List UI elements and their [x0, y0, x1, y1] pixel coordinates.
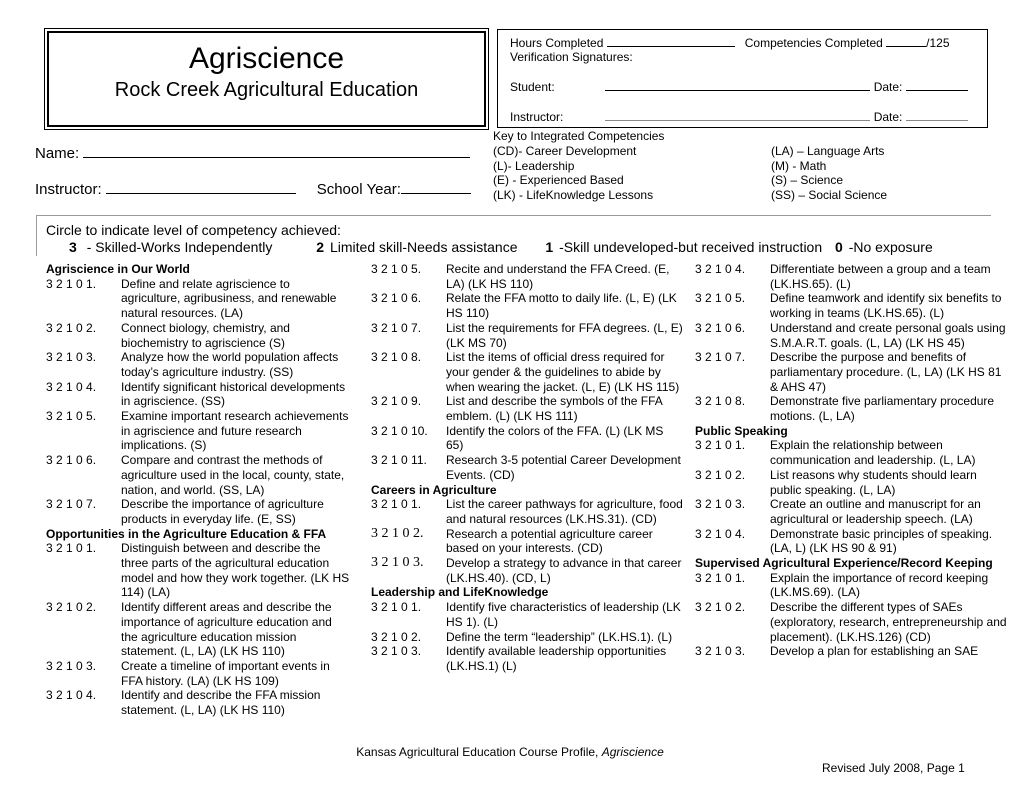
list-item: 3 2 1 0 3. Analyze how the world population affects today’s agriculture industry. (SS) [46, 350, 339, 379]
hours-label: Hours Completed [510, 36, 604, 50]
rating-scale[interactable]: 3 2 1 0 1. [46, 276, 97, 291]
section-title: Careers in Agriculture [371, 482, 497, 497]
rating-scale[interactable]: 3 2 1 0 6. [695, 320, 746, 335]
list-item: 3 2 1 0 1. Define and relate agriscience to agriculture, agribusiness, and renewable natural resources. (LA) [46, 276, 337, 321]
student-date-label: Date: [873, 80, 903, 94]
rating-scale[interactable]: 3 2 1 0 2. [695, 600, 746, 615]
rating-scale[interactable]: 3 2 1 0 2. [695, 467, 746, 482]
list-item: 3 2 1 0 2. Describe the different types of SAEs (exploratory, research, entrepreneurship and placement). (LK.HS.126) (CD) [695, 600, 1007, 644]
school-year-field[interactable] [401, 179, 471, 194]
rating-scale[interactable]: 3 2 1 0 2. [371, 525, 424, 541]
list-item: 3 2 1 0 7. Describe the purpose and benefits of parliamentary procedure. (L, LA) (LK HS 81 & AHS 47) [695, 350, 1002, 394]
rating-scale[interactable]: 3 2 1 0 8. [371, 350, 422, 365]
list-item: 3 2 1 0 8. Demonstrate five parliamentary procedure motions. (L, LA) [695, 394, 995, 424]
key-item: (M) - Math [771, 158, 827, 173]
rating-scale[interactable]: 3 2 1 0 11. [371, 453, 427, 468]
rating-scale[interactable]: 3 2 1 0 3. [371, 555, 424, 571]
key-item: (CD)- Career Development [493, 144, 637, 158]
rating-scale[interactable]: 3 2 1 0 4. [46, 688, 97, 703]
rating-scale[interactable]: 3 2 1 0 10. [371, 423, 428, 438]
list-item: 3 2 1 0 1. Distinguish between and describe the three parts of the agricultural education model and how they work together. (LK HS 114) (LA) [46, 541, 350, 600]
list-item: 3 2 1 0 3. Develop a strategy to advance in that career (LK.HS.40). (CD, L) [371, 555, 682, 585]
level-3-num: 3 [69, 239, 77, 255]
column-3 [695, 262, 1007, 659]
footer-course-name: Agriscience [601, 745, 664, 759]
list-item: 3 2 1 0 5. Examine important research achievements in agriscience and future research implications. (S) [46, 409, 349, 453]
key-item: (S) – Science [771, 173, 844, 188]
school-year-label: School Year: [316, 181, 401, 198]
hours-field[interactable] [607, 35, 735, 47]
rating-scale[interactable]: 3 2 1 0 7. [695, 350, 746, 365]
rating-scale[interactable]: 3 2 1 0 3. [695, 644, 746, 659]
level-2-text: Limited skill-Needs assistance [329, 239, 518, 255]
rating-scale[interactable]: 3 2 1 0 1. [695, 438, 746, 453]
section-title: Leadership and LifeKnowledge [371, 585, 549, 600]
rating-scale[interactable]: 3 2 1 0 3. [46, 350, 97, 365]
list-item: 3 2 1 0 3. Identify available leadership opportunities (LK.HS.1) (L) [371, 644, 667, 673]
rating-scale[interactable]: 3 2 1 0 1. [371, 600, 422, 615]
rating-scale[interactable]: 3 2 1 0 8. [695, 394, 746, 409]
list-item: 3 2 1 0 2. Define the term “leadership” (LK.HS.1). (L) [371, 629, 673, 644]
page-title: Agriscience [188, 42, 345, 75]
instructor-date-label: Date: [873, 110, 903, 124]
rating-scale[interactable]: 3 2 1 0 1. [46, 541, 97, 556]
name-label: Name: [35, 145, 80, 162]
rating-scale[interactable]: 3 2 1 0 4. [695, 526, 746, 541]
list-item: 3 2 1 0 6. Understand and create personal goals using S.M.A.R.T. goals. (L, LA) (LK HS 45) [695, 320, 1006, 350]
key-item: (E) - Experienced Based [493, 173, 624, 188]
list-item: 3 2 1 0 4. Identify significant historical developments in agriscience. (SS) [46, 379, 346, 409]
student-label: Student: [510, 80, 555, 94]
list-item: 3 2 1 0 6. Compare and contrast the methods of agriculture used in the local, county, state, nation, and world. (SS, LA) [46, 453, 345, 497]
page-subtitle: Rock Creek Agricultural Education [114, 79, 419, 101]
rating-scale[interactable]: 3 2 1 0 2. [46, 600, 97, 615]
list-item: 3 2 1 0 4. Identify and describe the FFA mission statement. (L, LA) (LK HS 110) [46, 688, 321, 718]
rating-scale[interactable]: 3 2 1 0 5. [46, 409, 97, 424]
rating-scale[interactable]: 3 2 1 0 5. [371, 262, 422, 276]
list-item: 3 2 1 0 7. List the requirements for FFA degrees. (L, E) (LK MS 70) [371, 320, 683, 350]
key-item: (L)- Leadership [493, 158, 575, 173]
list-item: 3 2 1 0 4. Differentiate between a group and a team (LK.HS.65). (L) [695, 262, 991, 291]
competency-scale [69, 239, 933, 255]
section-title: Opportunities in the Agriculture Education & FFA [46, 526, 327, 541]
column-2 [371, 262, 683, 674]
section-title: Agriscience in Our World [46, 262, 190, 276]
list-item: 3 2 1 0 10. Identify the colors of the FFA. (L) (LK MS 65) [371, 423, 664, 453]
rating-scale[interactable]: 3 2 1 0 3. [695, 497, 746, 512]
list-item: 3 2 1 0 1. Explain the importance of record keeping (LK.MS.69). (LA) [695, 570, 989, 600]
title-box [47, 31, 486, 127]
level-0-num: 0 [835, 239, 843, 255]
student-signature-field[interactable] [605, 79, 870, 91]
list-item: 3 2 1 0 2. Research a potential agriculture career based on your interests. (CD) [371, 525, 653, 556]
rating-scale[interactable]: 3 2 1 0 6. [46, 453, 97, 468]
key-right-list [771, 144, 887, 203]
level-3-text: - Skilled-Works Independently [86, 239, 273, 255]
signatures-label: Verification Signatures: [510, 50, 633, 64]
verification-box [497, 29, 988, 128]
instructor-signature-field[interactable] [605, 109, 870, 121]
list-item: 3 2 1 0 5. Define teamwork and identify six benefits to working in teams (LK.HS.65). (L) [695, 291, 1002, 321]
rating-scale[interactable]: 3 2 1 0 7. [371, 320, 422, 335]
list-item: 3 2 1 0 1. List the career pathways for agriculture, food and natural resources (LK.HS.31). (CD) [371, 497, 683, 526]
key-item: (LA) – Language Arts [771, 144, 885, 158]
list-item: 3 2 1 0 1. Identify five characteristics of leadership (LK HS 1). (L) [371, 600, 681, 629]
list-item: 3 2 1 0 4. Demonstrate basic principles of speaking. (LA, L) (LK HS 90 & 91) [695, 526, 993, 556]
competency-levels-box [36, 215, 991, 256]
rating-scale[interactable]: 3 2 1 0 7. [46, 497, 97, 512]
footer-revised: Revised July 2008, Page 1 [822, 761, 965, 775]
list-item: 3 2 1 0 9. List and describe the symbols of the FFA emblem. (L) (LK HS 111) [371, 394, 663, 424]
list-item: 3 2 1 0 2. Identify different areas and describe the importance of agriculture education and the agriculture education mission statement. (L, LA) (LK HS 110) [46, 600, 332, 659]
key-title: Key to Integrated Competencies [493, 129, 665, 143]
competency-instruction: Circle to indicate level of competency achieved: [46, 222, 341, 238]
competencies-field[interactable] [886, 35, 926, 47]
list-item: 3 2 1 0 11. Research 3-5 potential Career Development Events. (CD) [371, 453, 681, 482]
rating-scale[interactable]: 3 2 1 0 1. [371, 497, 422, 512]
footer-course-profile [0, 745, 1020, 759]
rating-scale[interactable]: 3 2 1 0 2. [46, 320, 97, 335]
rating-scale[interactable]: 3 2 1 0 3. [46, 658, 97, 673]
list-item: 3 2 1 0 3. Create a timeline of important events in FFA history. (LA) (LK HS 109) [46, 658, 330, 688]
list-item: 3 2 1 0 7. Describe the importance of agriculture products in everyday life. (E, SS) [46, 497, 324, 526]
key-left-list [493, 144, 653, 203]
list-item: 3 2 1 0 3. Develop a plan for establishing an SAE [695, 644, 979, 659]
column-1 [46, 262, 351, 718]
instructor-label: Instructor: [35, 181, 102, 198]
section-title: Public Speaking [695, 423, 788, 438]
rating-scale[interactable]: 3 2 1 0 4. [695, 262, 746, 276]
list-item: 3 2 1 0 3. Create an outline and manuscript for an agricultural or leadership speech. (LA) [695, 497, 981, 526]
list-item: 3 2 1 0 1. Explain the relationship between communication and leadership. (L, LA) [695, 438, 976, 468]
list-item: 3 2 1 0 8. List the items of official dress required for your gender & the guidelines to abide by when wearing the jacket. (L, E) (LK HS 115) [371, 350, 680, 394]
rating-scale[interactable]: 3 2 1 0 4. [46, 379, 97, 394]
rating-scale[interactable]: 3 2 1 0 1. [695, 570, 746, 585]
instructor-date-field[interactable] [906, 109, 968, 121]
list-item: 3 2 1 0 2. List reasons why students should learn public speaking. (L, LA) [695, 467, 977, 497]
competencies-total: /125 [926, 36, 950, 50]
competencies-label: Competencies Completed [744, 36, 883, 50]
name-field[interactable] [83, 143, 470, 158]
level-0-text: -No exposure [848, 239, 933, 255]
list-item: 3 2 1 0 6. Relate the FFA motto to daily life. (L, E) (LK HS 110) [371, 291, 677, 321]
rating-scale[interactable]: 3 2 1 0 6. [371, 291, 422, 306]
level-1-text: -Skill undeveloped-but received instruction [559, 239, 823, 255]
rating-scale[interactable]: 3 2 1 0 3. [371, 644, 422, 659]
section-title: Supervised Agricultural Experience/Record Keeping [695, 556, 993, 571]
footer-profile-text: Kansas Agricultural Education Course Profile, [356, 745, 599, 759]
level-1-num: 1 [545, 239, 554, 255]
key-item: (SS) – Social Science [771, 188, 888, 203]
instructor-field[interactable] [106, 179, 296, 194]
list-item: 3 2 1 0 5. Recite and understand the FFA Creed. (E, LA) (LK HS 110) [371, 262, 670, 291]
list-item: 3 2 1 0 2. Connect biology, chemistry, and biochemistry to agriscience (S) [46, 320, 290, 350]
key-item: (LK) - LifeKnowledge Lessons [493, 188, 654, 203]
rating-scale[interactable]: 3 2 1 0 9. [371, 394, 422, 409]
level-2-num: 2 [316, 239, 325, 255]
student-date-field[interactable] [906, 79, 968, 91]
rating-scale[interactable]: 3 2 1 0 2. [371, 629, 422, 644]
instructor-sig-label: Instructor: [510, 110, 564, 124]
rating-scale[interactable]: 3 2 1 0 5. [695, 291, 746, 306]
